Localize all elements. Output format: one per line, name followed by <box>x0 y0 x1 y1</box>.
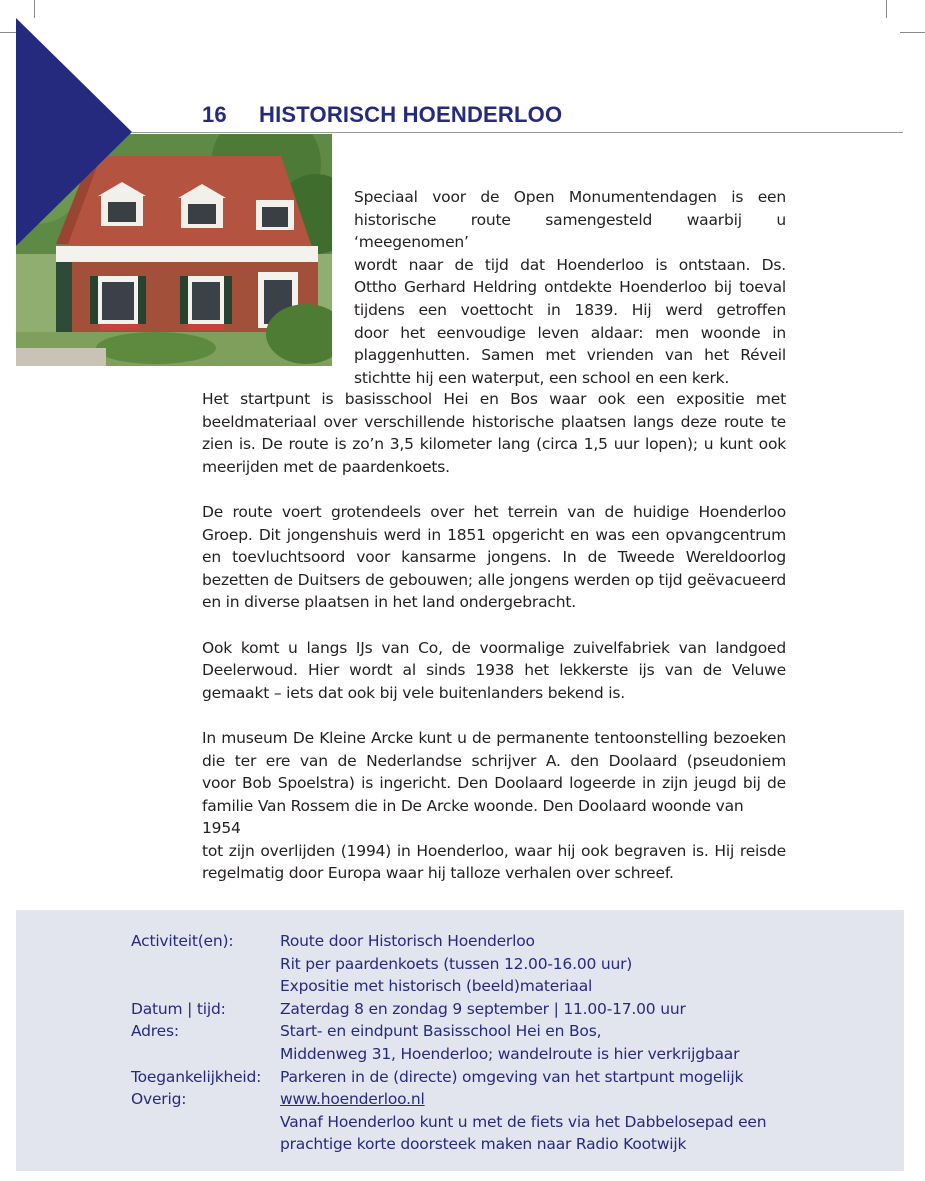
info-values <box>280 1088 766 1156</box>
text-line: en in diverse plaatsen in het land ondergebracht. <box>202 593 576 612</box>
chapter-number: 16 <box>202 102 227 127</box>
text-line: tijdens een voettocht in 1839. Hij werd getroffen <box>354 300 786 319</box>
text-line: plaggenhutten. Samen met vrienden van het Réveil <box>354 346 786 365</box>
info-label: Datum | tijd: <box>131 999 226 1018</box>
chapter-title: HISTORISCH HOENDERLOO <box>259 102 563 127</box>
body-text <box>202 388 786 908</box>
text-line: Speciaal voor de Open Monumentendagen is een <box>354 188 786 206</box>
text-line: Deelerwoud. Hier wordt al sinds 1938 het lekkerste ijs van de Veluwe <box>202 661 786 680</box>
info-value: Middenweg 31, Hoenderloo; wandelroute is hier verkrijgbaar <box>280 1044 740 1063</box>
info-values <box>280 930 632 998</box>
text-line: zien is. De route is zo’n 3,5 kilometer lang (circa 1,5 uur lopen); u kunt ook <box>202 435 786 454</box>
text-line: en toevluchtsoord voor kansarme jongens. In de Tweede Wereldoorlog <box>202 548 786 567</box>
text-line: gemaakt – iets dat ook bij vele buitenlanders bekend is. <box>202 683 625 702</box>
text-line: bezetten de Duitsers de gebouwen; alle jongens werden op tijd geëvacueerd <box>202 570 786 589</box>
info-label: Adres: <box>131 1022 179 1041</box>
crop-mark <box>900 32 925 33</box>
text-line: De route voert grotendeels over het terrein van de huidige Hoenderloo <box>202 502 786 521</box>
header-divider <box>132 132 903 133</box>
text-line: Groep. Dit jongenshuis werd in 1851 opgericht en was een opvangcentrum <box>202 525 786 544</box>
paragraph <box>202 727 786 885</box>
text-line: wordt naar de tijd dat Hoenderloo is ontstaan. Ds. <box>354 255 786 274</box>
info-label: Overig: <box>131 1090 187 1109</box>
info-value: Zaterdag 8 en zondag 9 september | 11.00-17.00 uur <box>280 999 686 1018</box>
crop-mark <box>886 0 887 18</box>
info-row-adres <box>131 1020 766 1065</box>
info-box <box>16 910 904 1171</box>
intro-paragraph <box>354 186 786 389</box>
website-link[interactable]: www.hoenderloo.nl <box>280 1090 425 1109</box>
info-row-toegankelijkheid <box>131 1066 766 1089</box>
text-line: historische route samengesteld waarbij u ‘meegenomen’ <box>354 210 786 252</box>
paragraph <box>202 388 786 478</box>
info-value: Expositie met historisch (beeld)materiaal <box>280 977 593 996</box>
info-row-overig <box>131 1088 766 1156</box>
info-value: Rit per paardenkoets (tussen 12.00-16.00 uur) <box>280 954 633 973</box>
text-line: stichtte hij een waterput, een school en een kerk. <box>354 368 730 387</box>
text-line: regelmatig door Europa waar hij talloze verhalen over schreef. <box>202 864 674 883</box>
info-label: Toegankelijkheid: <box>131 1067 262 1086</box>
text-line: beeldmateriaal over verschillende historische plaatsen langs deze route te <box>202 412 786 431</box>
info-values <box>280 1066 743 1089</box>
corner-triangle <box>0 0 134 250</box>
info-label: Activiteit(en): <box>131 932 234 950</box>
text-line: familie Van Rossem die in De Arcke woonde. Den Doolaard woonde van 1954 <box>202 796 744 838</box>
info-value: Start- en eindpunt Basisschool Hei en Bos, <box>280 1022 602 1041</box>
info-table <box>131 930 766 1156</box>
info-value: Parkeren in de (directe) omgeving van het startpunt mogelijk <box>280 1067 744 1086</box>
text-line: In museum De Kleine Arcke kunt u de permanente tentoonstelling bezoeken <box>202 728 786 747</box>
info-value: prachtige korte doorsteek maken naar Radio Kootwijk <box>280 1135 687 1154</box>
text-line: die ter ere van de Nederlandse schrijver A. den Doolaard (pseudoniem <box>202 751 786 770</box>
paragraph <box>202 637 786 705</box>
text-line: Ook komt u langs IJs van Co, de voormalige zuivelfabriek van landgoed <box>202 638 786 657</box>
text-line: voor Bob Spoelstra) is ingericht. Den Doolaard logeerde in zijn jeugd bij de <box>202 774 786 793</box>
text-line: meerijden met de paardenkoets. <box>202 457 450 476</box>
info-row-activiteit <box>131 930 766 998</box>
info-values <box>280 998 686 1021</box>
info-value: Vanaf Hoenderloo kunt u met de fiets via het Dabbelosepad een <box>280 1112 767 1131</box>
text-line: tot zijn overlijden (1994) in Hoenderloo, waar hij ook begraven is. Hij reisde <box>202 841 786 860</box>
info-values <box>280 1020 739 1065</box>
text-line: Ottho Gerhard Heldring ontdekte Hoenderloo bij toeval <box>354 278 786 297</box>
info-row-datum <box>131 998 766 1021</box>
info-value: Route door Historisch Hoenderloo <box>280 932 535 950</box>
page-title <box>202 102 562 132</box>
text-line: door het eenvoudige leven aldaar: men woonde in <box>354 323 786 342</box>
text-line: Het startpunt is basisschool Hei en Bos waar ook een expositie met <box>202 390 786 408</box>
paragraph <box>202 501 786 614</box>
